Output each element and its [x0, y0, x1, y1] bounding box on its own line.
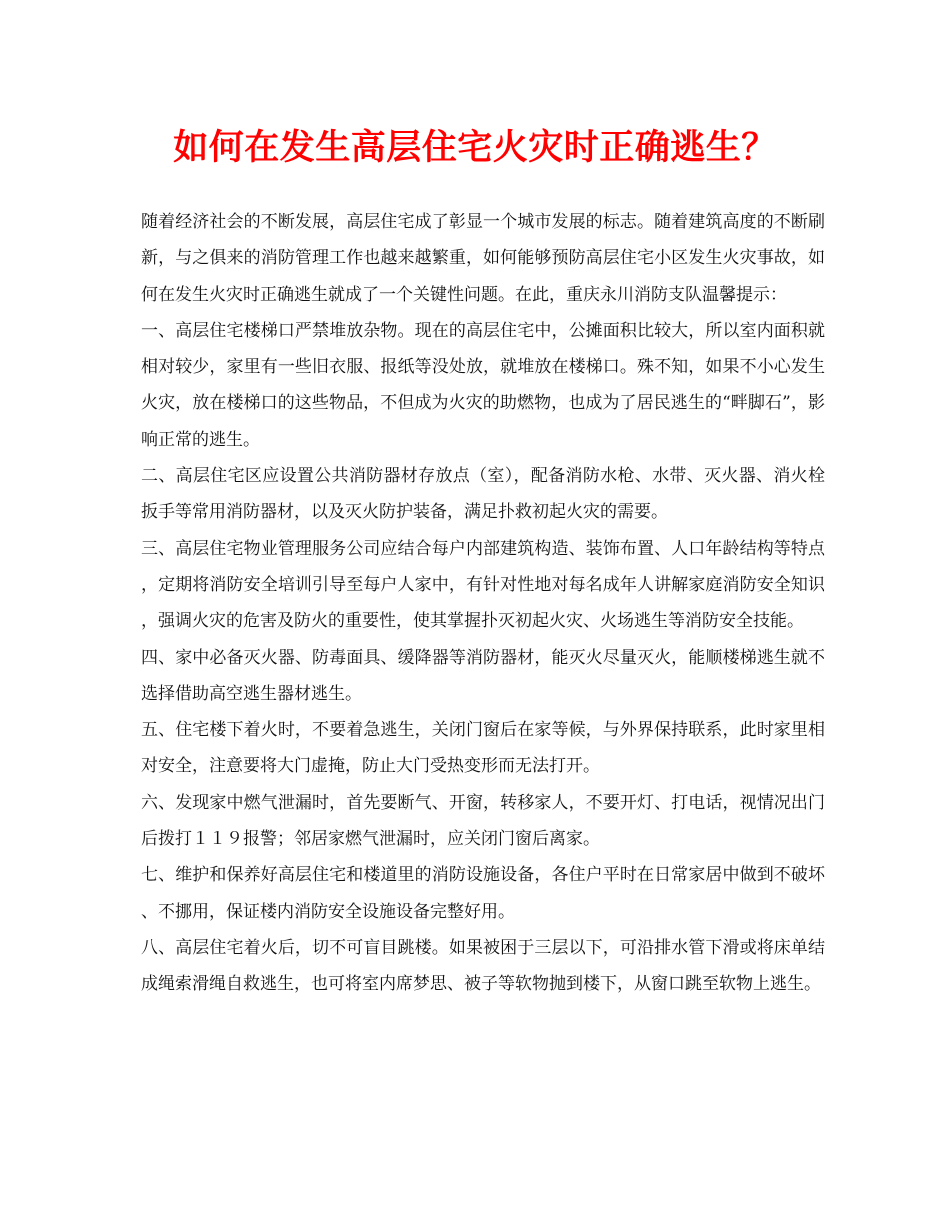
document-title: 如何在发生高层住宅火灾时正确逃生？ [173, 127, 777, 168]
intro-paragraph: 随着经济社会的不断发展，高层住宅成了彰显一个城市发展的标志。随着建筑高度的不断刷新，与之俱来的消防管理工作也越来越繁重，如何能够预防高层住宅小区发生火灾事故，如何在发生火灾时正确逃生就成了一个关键性问题。在此，重庆永川消防支队温馨提示： [141, 212, 825, 305]
document-body [141, 204, 825, 1003]
tip-1-paragraph: 一、高层住宅楼梯口严禁堆放杂物。现在的高层住宅中，公摊面积比较大，所以室内面积就相对较少，家里有一些旧衣服、报纸等没处放，就堆放在楼梯口。殊不知，如果不小心发生火灾，放在楼梯口的这些物品，不但成为火灾的助燃物，也成为了居民逃生的“畔脚石”，影响正常的逃生。 [141, 320, 825, 450]
tip-6-paragraph: 六、发现家中燃气泄漏时，首先要断气、开窗，转移家人，不要开灯、打电话，视情况出门后拨打１１９报警；邻居家燃气泄漏时，应关闭门窗后离家。 [141, 792, 825, 850]
tip-4-paragraph: 四、家中必备灭火器、防毒面具、缓降器等消防器材，能灭火尽量灭火，能顺楼梯逃生就不选择借助高空逃生器材逃生。 [141, 647, 825, 704]
tip-8-paragraph: 八、高层住宅着火后，切不可盲目跳楼。如果被困于三层以下，可沿排水管下滑或将床单结成绳索滑绳自救逃生，也可将室内席梦思、被子等软物抛到楼下，从窗口跳至软物上逃生。 [141, 937, 825, 995]
tip-2-paragraph: 二、高层住宅区应设置公共消防器材存放点（室），配备消防水枪、水带、灭火器、消火栓扳手等常用消防器材，以及灭火防护装备，满足扑救初起火灾的需要。 [141, 466, 825, 523]
tip-7-paragraph: 七、维护和保养好高层住宅和楼道里的消防设施设备，各住户平时在日常家居中做到不破坏、不挪用，保证楼内消防安全设施设备完整好用。 [141, 865, 825, 922]
tip-5-paragraph: 五、住宅楼下着火时，不要着急逃生，关闭门窗后在家等候，与外界保持联系，此时家里相对安全，注意要将大门虚掩，防止大门受热变形而无法打开。 [141, 720, 825, 777]
tip-3-paragraph: 三、高层住宅物业管理服务公司应结合每户内部建筑构造、装饰布置、人口年龄结构等特点，定期将消防安全培训引导至每户人家中，有针对性地对每名成年人讲解家庭消防安全知识，强调火灾的危害及防火的重要性，使其掌握扑灭初起火灾、火场逃生等消防安全技能。 [141, 538, 825, 632]
